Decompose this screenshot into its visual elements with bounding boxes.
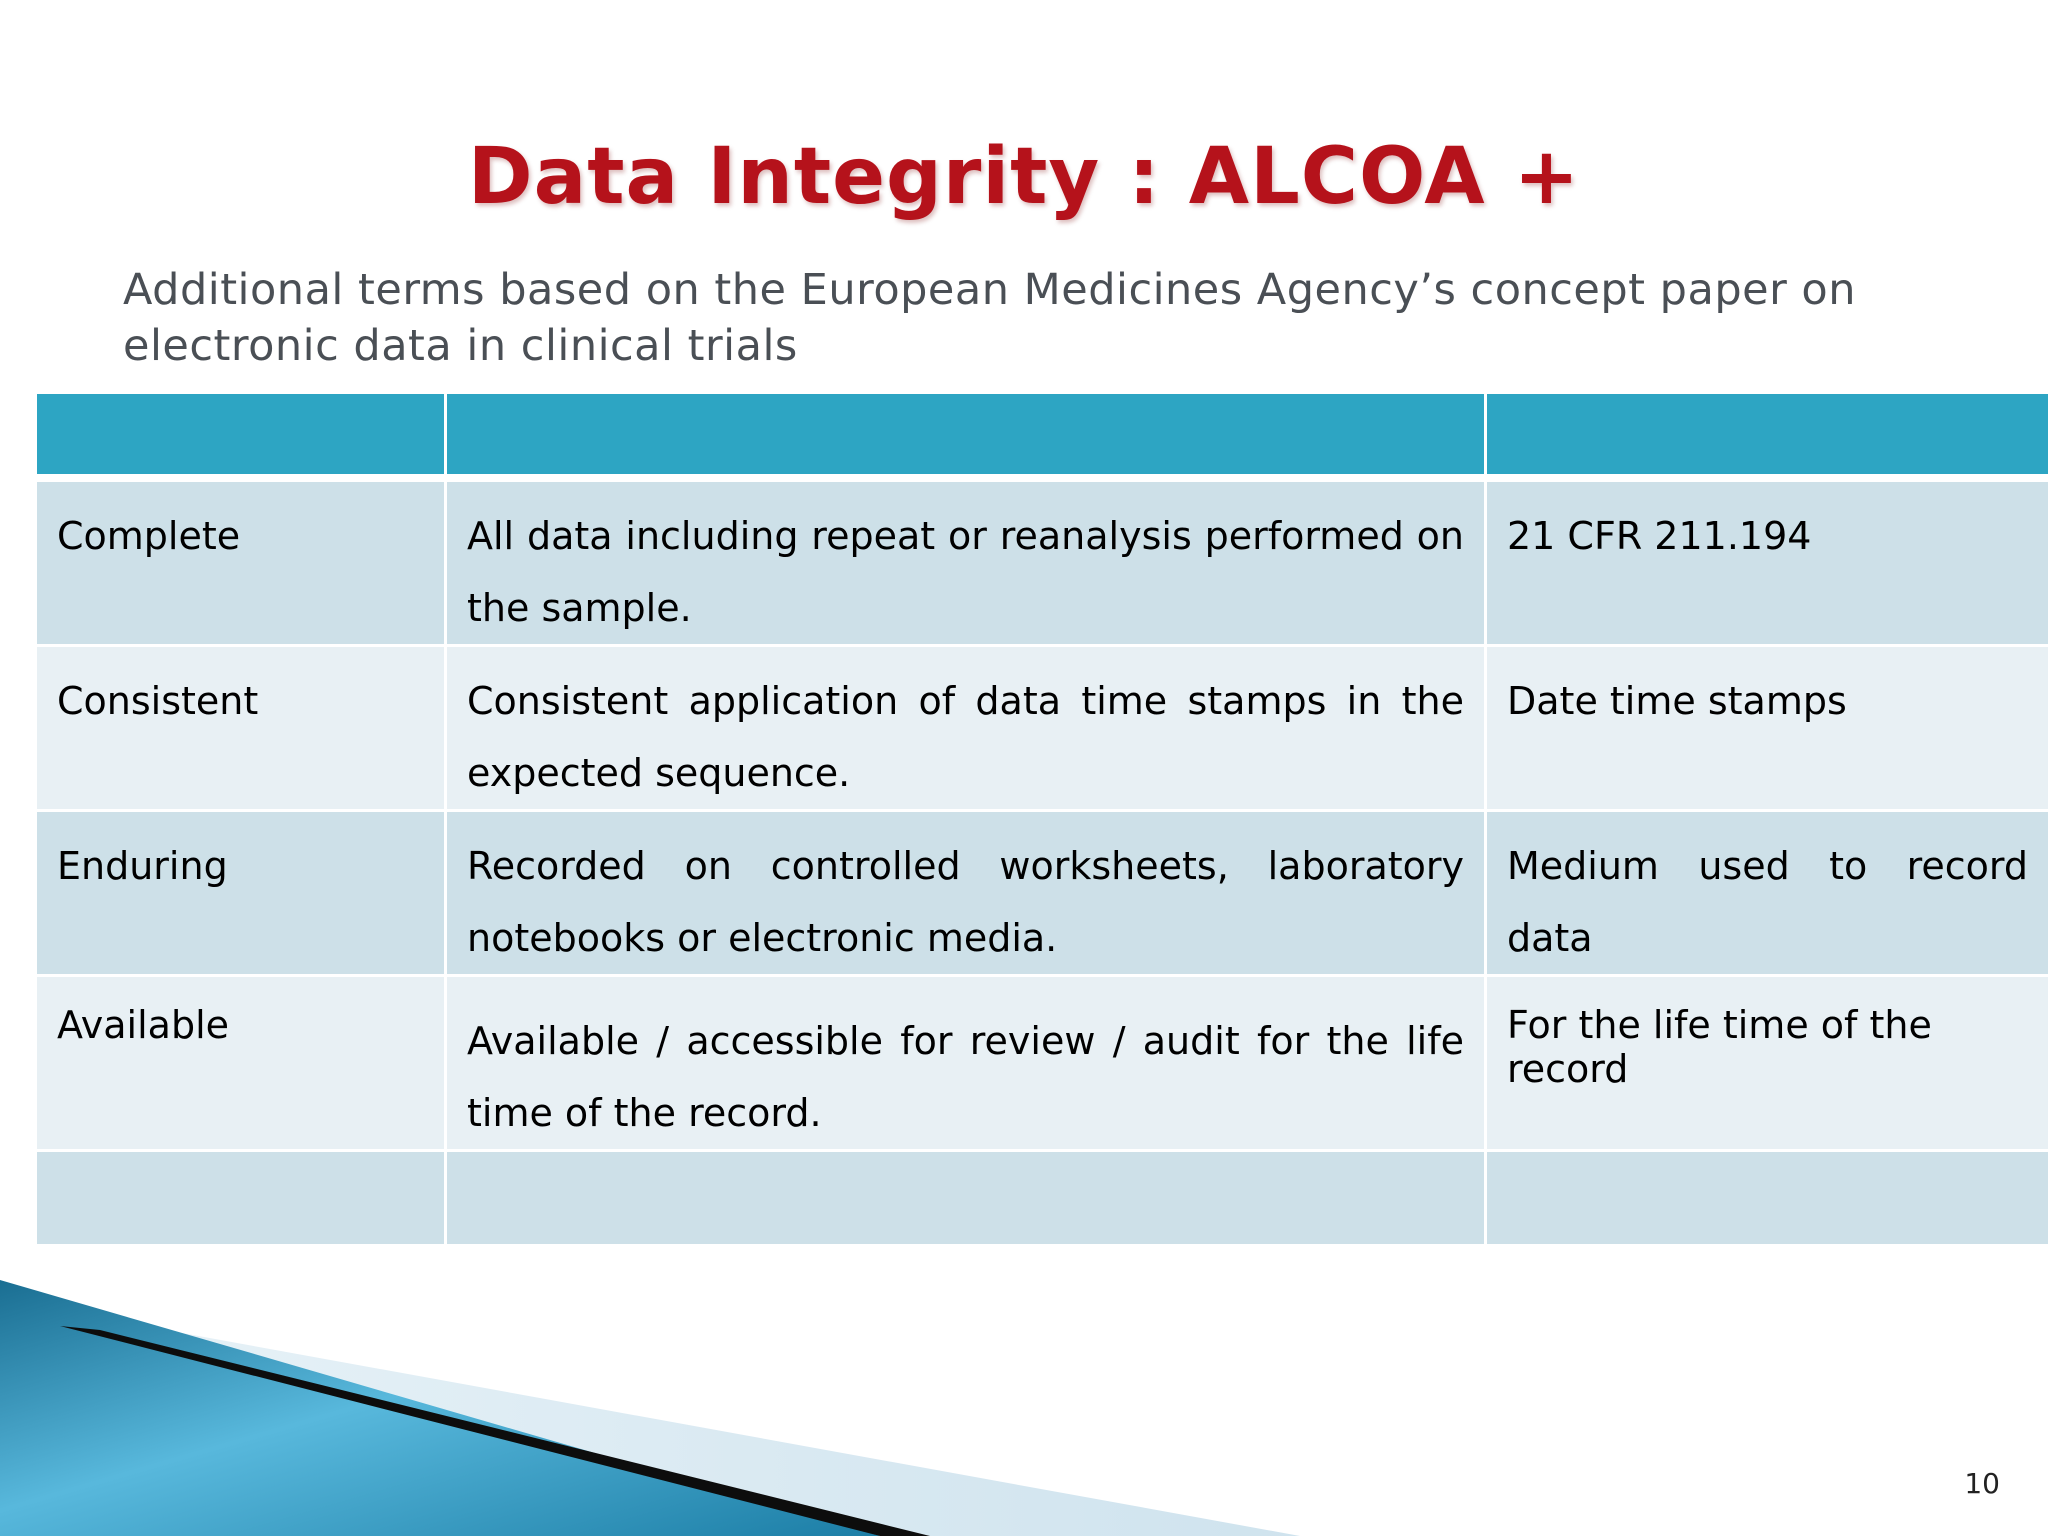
reference-cell: 21 CFR 211.194	[1486, 478, 2048, 646]
table-row-empty	[36, 1151, 2048, 1246]
description-cell: Consistent application of data time stamps in the expected sequence.	[446, 646, 1486, 811]
table-header-row	[36, 393, 2048, 479]
table-row	[36, 811, 2048, 976]
header-cell-description	[446, 393, 1486, 479]
reference-cell: For the life time of the record	[1486, 976, 2048, 1151]
reference-cell: Medium used to record data	[1486, 811, 2048, 976]
description-cell: Available / accessible for review / audit for the life time of the record.	[446, 976, 1486, 1151]
alcoa-table	[34, 391, 2048, 1247]
term-cell: Available	[36, 976, 446, 1151]
decorative-swoosh	[0, 1280, 1300, 1536]
description-cell	[446, 1151, 1486, 1246]
subtitle-line-2: electronic data in clinical trials	[123, 321, 798, 371]
term-cell: Complete	[36, 478, 446, 646]
slide-title: Data Integrity : ALCOA +	[467, 132, 1581, 222]
description-cell: Recorded on controlled worksheets, laboratory notebooks or electronic media.	[446, 811, 1486, 976]
header-cell-term	[36, 393, 446, 479]
reference-cell	[1486, 1151, 2048, 1246]
table-row	[36, 646, 2048, 811]
table-row	[36, 478, 2048, 646]
term-cell: Enduring	[36, 811, 446, 976]
term-cell	[36, 1151, 446, 1246]
term-cell: Consistent	[36, 646, 446, 811]
description-cell: All data including repeat or reanalysis performed on the sample.	[446, 478, 1486, 646]
reference-cell: Date time stamps	[1486, 646, 2048, 811]
subtitle-line-1: Additional terms based on the European Medicines Agency’s concept paper on	[123, 265, 1856, 315]
page-number: 10	[1964, 1467, 2000, 1500]
slide-subtitle	[123, 262, 1923, 374]
header-cell-reference	[1486, 393, 2048, 479]
table-row	[36, 976, 2048, 1151]
